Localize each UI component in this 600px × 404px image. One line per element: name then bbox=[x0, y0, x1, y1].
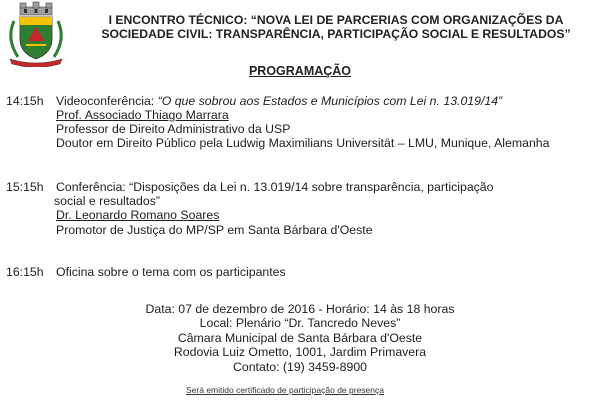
time-slot-2: 15:15h bbox=[6, 180, 44, 194]
session-2-speaker: Dr. Leonardo Romano Soares bbox=[56, 208, 220, 222]
session-2-title: Conferência: “Disposições da Lei n. 13.019/14 sobre transparência, participação bbox=[56, 180, 494, 194]
certificate-note: Será emitido certificado de participação de presença bbox=[186, 385, 384, 395]
event-title-line1: I ENCONTRO TÉCNICO: “NOVA LEI DE PARCERIAS COM ORGANIZAÇÕES DA bbox=[108, 13, 564, 27]
program-heading: PROGRAMAÇÃO bbox=[248, 64, 352, 78]
event-place: Local: Plenário “Dr. Tancredo Neves” bbox=[199, 316, 401, 330]
session-1-speaker: Prof. Associado Thiago Marrara bbox=[56, 108, 229, 122]
session-1-detail-1: Professor de Direito Administrativo da USP bbox=[56, 122, 291, 136]
time-slot-1: 14:15h bbox=[6, 94, 44, 108]
session-2-title-cont: social e resultados” bbox=[54, 194, 160, 208]
event-title bbox=[78, 13, 594, 41]
session-3-title: Oficina sobre o tema com os participantes bbox=[56, 265, 286, 279]
event-title-line2: SOCIEDADE CIVIL: TRANSPARÊNCIA, PARTICIPAÇÃO SOCIAL E RESULTADOS” bbox=[101, 27, 571, 41]
event-date: Data: 07 de dezembro de 2016 - Horário: 14 às 18 horas bbox=[145, 302, 455, 316]
time-slot-3: 16:15h bbox=[6, 265, 44, 279]
coat-of-arms-icon bbox=[4, 1, 68, 67]
event-contact: Contato: (19) 3459-8900 bbox=[233, 360, 367, 374]
session-2-detail-1: Promotor de Justiça do MP/SP em Santa Bárbara d'Oeste bbox=[56, 223, 373, 237]
session-1-detail-2: Doutor em Direito Público pela Ludwig Maximilians Universität – LMU, Munique, Alemanha bbox=[56, 136, 550, 150]
session-1-title: Videoconferência: “O que sobrou aos Estados e Municípios com Lei n. 13.019/14” bbox=[56, 94, 503, 108]
event-address: Rodovia Luiz Ometto, 1001, Jardim Primavera bbox=[173, 345, 427, 359]
event-venue: Câmara Municipal de Santa Bárbara d'Oeste bbox=[177, 331, 423, 345]
